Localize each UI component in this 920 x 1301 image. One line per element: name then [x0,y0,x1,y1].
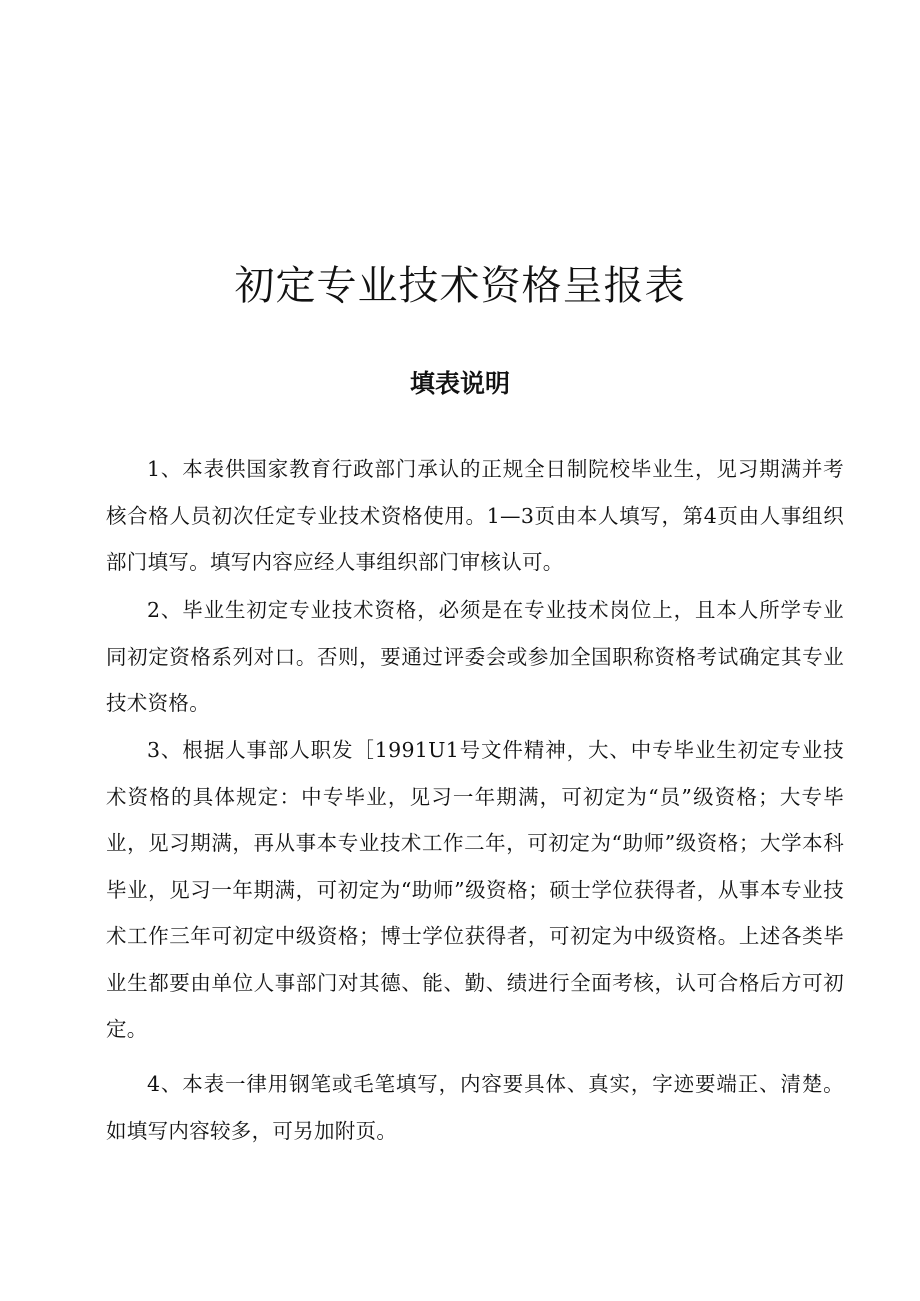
instruction-paragraph-3: 3、根据人事部人职发［1991U1号文件精神，大、中专毕业生初定专业技术资格的具体规定：中专毕业，见习一年期满，可初定为“员”级资格；大专毕业，见习期满，再从事本专业技术工作二年，可初定为“助师”级资格；大学本科毕业，见习一年期满，可初定为“助师”级资格；硕士学位获得者，从事本专业技术工作三年可初定中级资格；博士学位获得者，可初定为中级资格。上述各类毕业生都要由单位人事部门对其德、能、勤、绩进行全面考核，认可合格后方可初定。 [106,738,844,1041]
instructions-heading: 填表说明 [409,369,510,398]
instruction-paragraph-4: 4、本表一律用钢笔或毛笔填写，内容要具体、真实，字迹要端正、清楚。如填写内容较多，可另加附页。 [106,1072,844,1143]
instruction-paragraph-1: 1、本表供国家教育行政部门承认的正规全日制院校毕业生，见习期满并考核合格人员初次任定专业技术资格使用。1—3页由本人填写，第4页由人事组织部门填写。填写内容应经人事组织部门审核认可。 [106,457,844,574]
instruction-paragraph-2: 2、毕业生初定专业技术资格，必须是在专业技术岗位上，且本人所学专业同初定资格系列对口。否则，要通过评委会或参加全国职称资格考试确定其专业技术资格。 [106,598,844,715]
document-title: 初定专业技术资格呈报表 [234,263,686,309]
